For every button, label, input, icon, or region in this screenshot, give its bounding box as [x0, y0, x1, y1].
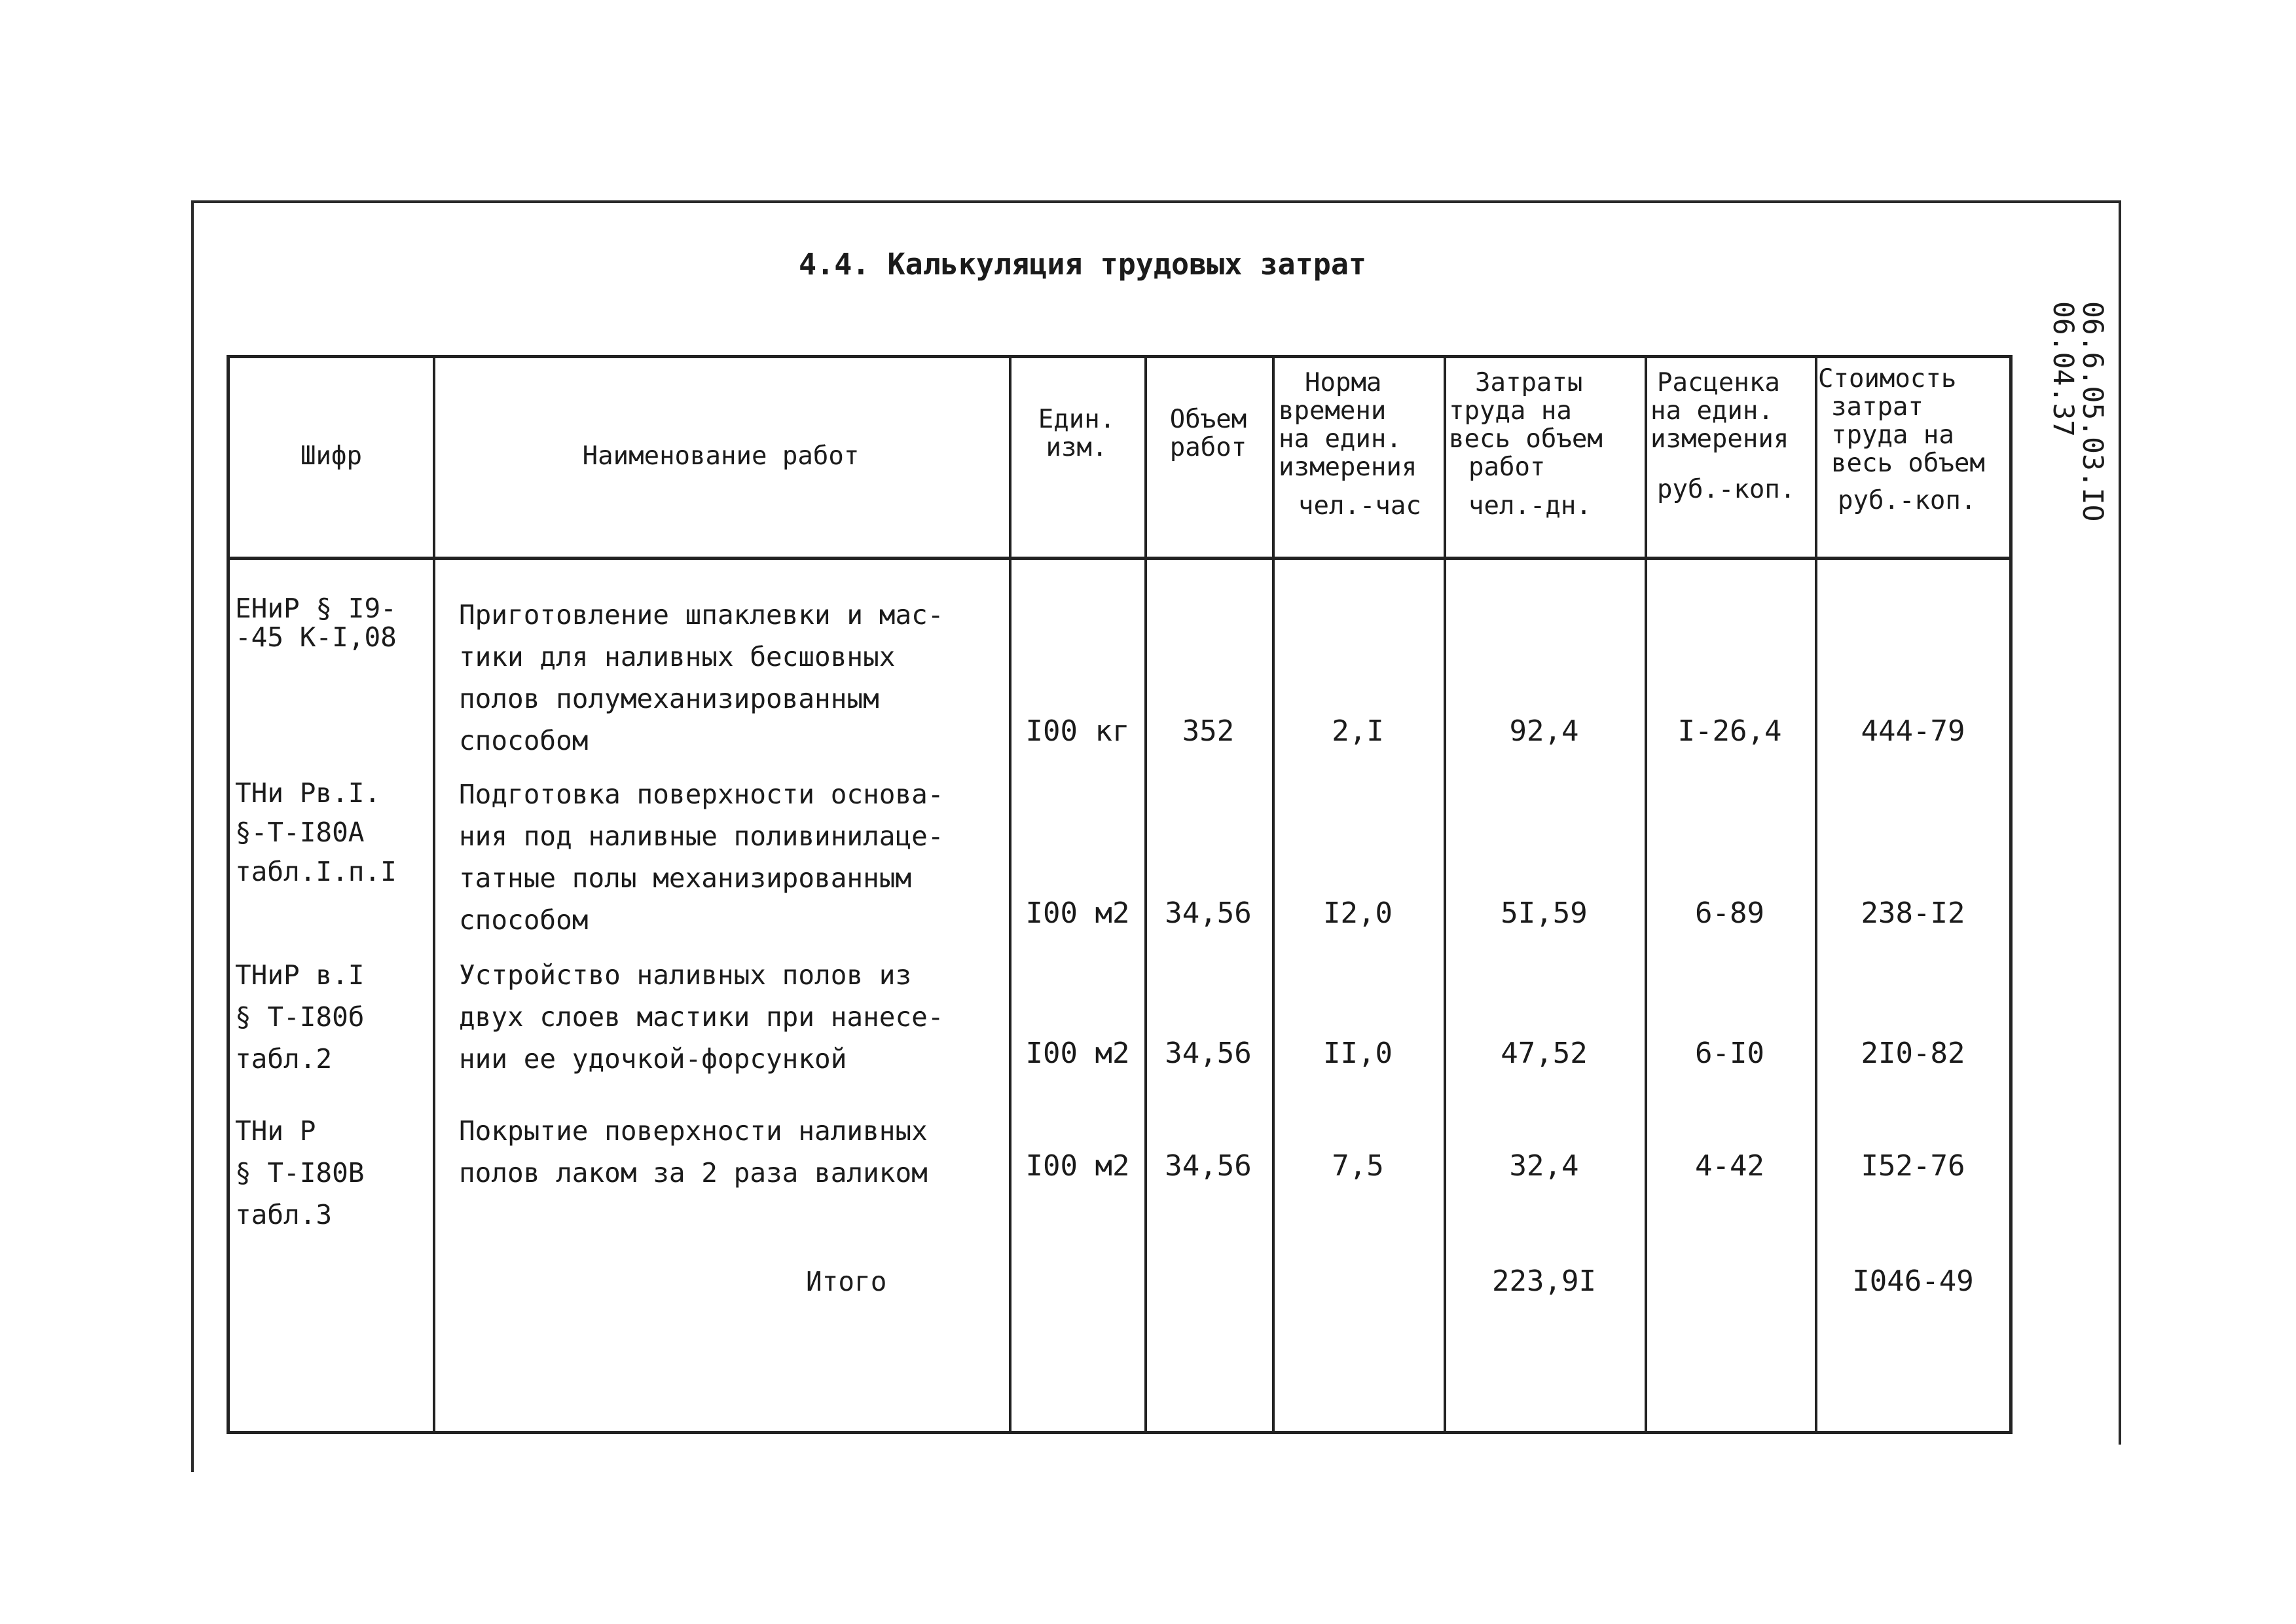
row-code-line: табл.2 [235, 1043, 333, 1075]
row-rate: 6-I0 [1695, 1037, 1764, 1070]
row-cost: I52-76 [1861, 1149, 1965, 1183]
labor-cost-table [227, 355, 2013, 1434]
row-code-line: табл.3 [235, 1199, 333, 1230]
column-divider [1645, 358, 1647, 1431]
header-cost [1818, 365, 2008, 515]
row-cost: 238-I2 [1861, 896, 1965, 930]
row-volume: 34,56 [1165, 1149, 1252, 1183]
total-labor: 223,9I [1492, 1264, 1596, 1298]
header-labor-line: Затраты [1475, 368, 1583, 397]
row-work-line: Устройство наливных полов из [459, 959, 912, 991]
row-volume: 34,56 [1165, 896, 1252, 930]
header-volume-line: работ [1169, 433, 1247, 462]
column-divider [1009, 358, 1011, 1431]
row-unit: I00 м2 [1025, 1037, 1130, 1070]
total-label: Итого [806, 1266, 887, 1297]
header-work-name: Наименование работ [582, 441, 860, 471]
row-work-name [459, 954, 944, 1080]
header-rate [1650, 369, 1814, 504]
header-time-norm-unit: чел.-час [1298, 491, 1421, 521]
row-work-line: Приготовление шпаклевки и мас- [459, 599, 944, 631]
header-time-norm-line: Норма [1305, 368, 1382, 397]
header-cost-line: Стоимость [1818, 364, 1957, 394]
header-time-norm-line: времени [1279, 396, 1387, 426]
row-cost: 444-79 [1861, 714, 1965, 748]
header-labor-line: труда на [1449, 396, 1572, 426]
row-work-line: ния под наливные поливинилаце- [459, 821, 944, 852]
page-frame-top [191, 200, 2121, 203]
header-cost-line: весь объем [1831, 449, 1985, 478]
row-work-line: способом [459, 725, 589, 756]
header-volume [1144, 405, 1272, 462]
header-unit [1009, 405, 1144, 462]
row-labor: 47,52 [1501, 1037, 1588, 1070]
row-code-line: табл.I.п.I [235, 856, 397, 887]
column-divider [1144, 358, 1147, 1431]
row-work-line: полов лаком за 2 раза валиком [459, 1157, 928, 1189]
header-cost-line: труда на [1831, 420, 1954, 450]
row-labor: 92,4 [1509, 714, 1579, 748]
header-rate-unit: руб.-коп. [1657, 475, 1796, 504]
row-code-line: §-Т-I80А [235, 817, 365, 848]
row-code-line: -45 К-I,08 [235, 621, 397, 653]
row-unit: I00 м2 [1025, 896, 1130, 930]
header-volume-line: Объем [1169, 405, 1247, 434]
row-work-line: Покрытие поверхности наливных [459, 1115, 928, 1147]
row-labor: 5I,59 [1501, 896, 1588, 930]
row-rate: 4-42 [1695, 1149, 1764, 1183]
row-work-line: Подготовка поверхности основа- [459, 779, 944, 810]
row-volume: 34,56 [1165, 1037, 1252, 1070]
row-rate: 6-89 [1695, 896, 1764, 930]
row-time-norm: I2,0 [1323, 896, 1393, 930]
row-code-line: ТНиР в.I [235, 959, 365, 991]
row-work-line: способом [459, 904, 589, 936]
header-labor-unit: чел.-дн. [1468, 491, 1592, 521]
row-labor: 32,4 [1509, 1149, 1579, 1183]
row-cost: 2I0-82 [1861, 1037, 1965, 1070]
row-work-name [459, 594, 944, 762]
row-work-name [459, 1110, 928, 1194]
header-time-norm [1279, 369, 1442, 520]
row-work-line: татные полы механизированным [459, 862, 912, 894]
document-title: 4.4. Калькуляция трудовых затрат [799, 247, 1366, 282]
row-code [235, 773, 397, 891]
row-time-norm: 2,I [1332, 714, 1384, 748]
row-code [235, 954, 364, 1080]
header-cost-unit: руб.-коп. [1838, 486, 1977, 515]
row-unit: I00 м2 [1025, 1149, 1130, 1183]
header-unit-line: Един. [1038, 405, 1116, 434]
row-code-line: § Т-I80В [235, 1157, 365, 1189]
row-work-line: нии ее удочкой-форсункой [459, 1043, 847, 1075]
row-rate: I-26,4 [1677, 714, 1782, 748]
header-time-norm-line: измерения [1279, 452, 1417, 482]
row-code-line: ЕНиР § I9- [235, 593, 397, 624]
header-rate-line: Расценка [1657, 368, 1780, 397]
row-time-norm: 7,5 [1332, 1149, 1384, 1183]
header-labor-line: весь объем [1449, 424, 1603, 454]
header-rate-line: измерения [1650, 424, 1789, 454]
header-divider [230, 557, 2009, 560]
row-unit: I00 кг [1025, 714, 1130, 748]
row-work-line: полов полумеханизированным [459, 683, 879, 714]
row-code-line: ТНи Рв.I. [235, 777, 381, 809]
total-cost: I046-49 [1852, 1264, 1974, 1298]
header-unit-line: изм. [1046, 433, 1108, 462]
vertical-code-line-1: 06.6.05.03.IO [2076, 301, 2109, 522]
header-code: Шифр [301, 441, 362, 471]
column-divider [1272, 358, 1275, 1431]
header-cost-line: затрат [1831, 392, 1923, 422]
header-time-norm-line: на един. [1279, 424, 1402, 454]
row-work-line: тики для наливных бесшовных [459, 641, 896, 673]
row-code-line: ТНи Р [235, 1115, 316, 1147]
vertical-document-code [2020, 301, 2131, 550]
page-frame-left [191, 200, 194, 1472]
row-code [235, 594, 397, 652]
column-divider [433, 358, 435, 1431]
header-rate-line: на един. [1650, 396, 1774, 426]
vertical-code-line-2: 06.04.37 [2047, 301, 2079, 437]
row-work-line: двух слоев мастики при нанесе- [459, 1001, 944, 1033]
header-labor-cost [1449, 369, 1643, 520]
row-volume: 352 [1182, 714, 1235, 748]
header-labor-line: работ [1468, 452, 1546, 482]
row-work-name [459, 773, 944, 941]
row-code-line: § Т-I80б [235, 1001, 365, 1033]
row-code [235, 1110, 364, 1236]
row-time-norm: II,0 [1323, 1037, 1393, 1070]
